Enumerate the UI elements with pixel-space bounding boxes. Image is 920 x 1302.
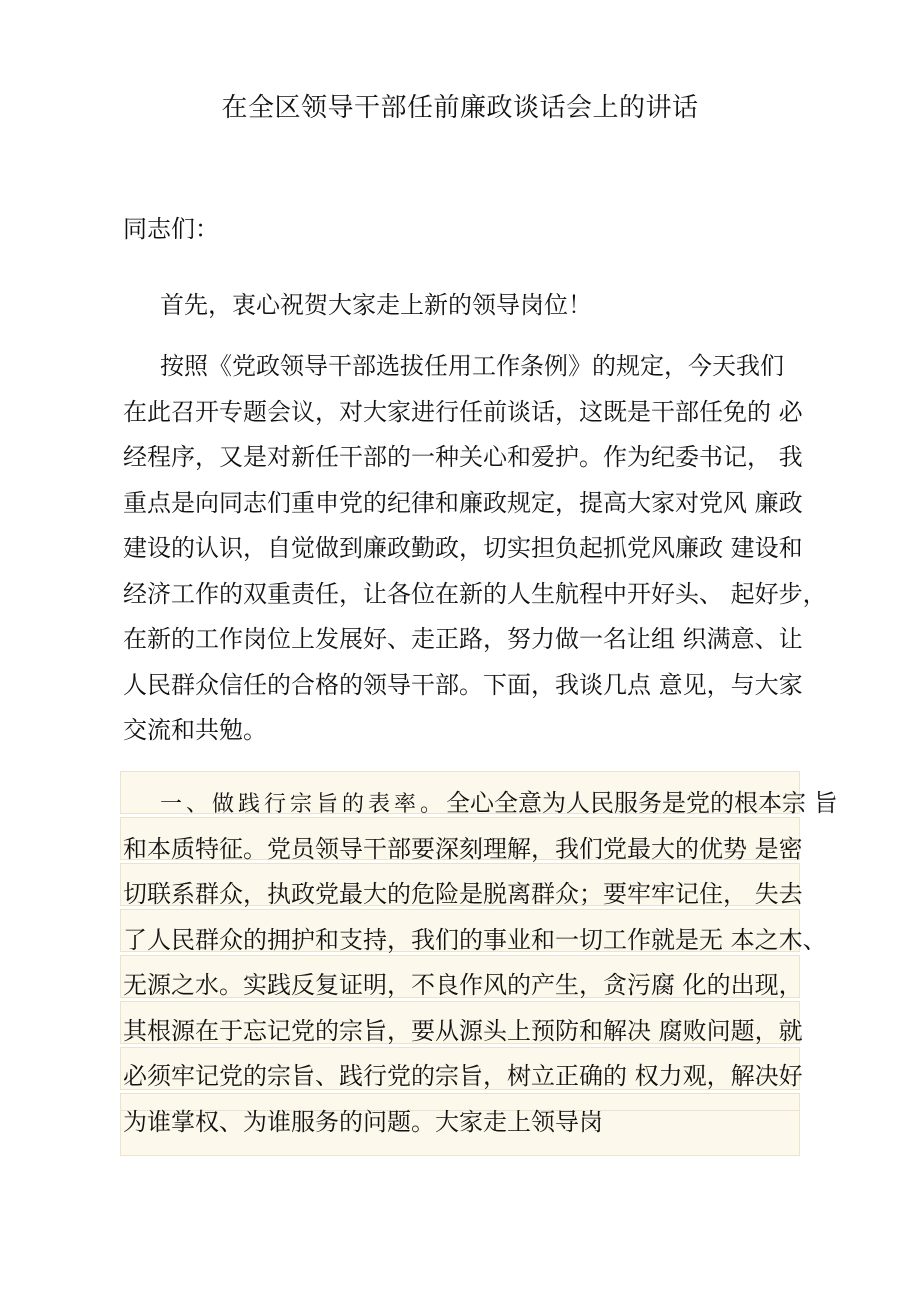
intro-paragraph — [123, 283, 833, 329]
paragraph-line: 了人民群众的拥护和支持，我们的事业和一切工作就是无 本之木、 — [123, 925, 827, 954]
paragraph-line: 无源之水。实践反复证明，不良作风的产生，贪污腐 化的出现， — [123, 971, 803, 999]
paragraph-line: 交流和共勉。 — [123, 716, 267, 744]
paragraph-line: 建设的认识，自觉做到廉政勤政，切实担负起抓党风廉政 建设和 — [123, 534, 803, 562]
greeting — [123, 207, 833, 253]
paragraph-line: 必须牢记党的宗旨、践行党的宗旨，树立正确的 权力观，解决好 — [123, 1062, 803, 1090]
paragraph-text: 全心全意为人民服务是党的根本宗 旨 — [446, 789, 838, 817]
paragraph-2 — [123, 781, 838, 1145]
paragraph-line: 按照《党政领导干部选拔任用工作条例》的规定，今天我们 — [160, 352, 784, 380]
document-title: 在全区领导干部任前廉政谈话会上的讲话 — [221, 93, 699, 123]
section-heading: 一、做践行宗旨的表率。 — [160, 792, 447, 817]
paragraph-line: 切联系群众，执政党最大的危险是脱离群众；要牢牢记住， 失去 — [123, 880, 803, 908]
paragraph-line: 在新的工作岗位上发展好、走正路，努力做一名让组 织满意、让 — [123, 625, 803, 653]
paragraph-line: 其根源在于忘记党的宗旨，要从源头上预防和解决 腐败问题，就 — [123, 1016, 803, 1045]
intro-line: 首先，衷心祝贺大家走上新的领导岗位！ — [160, 291, 592, 319]
paragraph-line: 重点是向同志们重申党的纪律和廉政规定，提高大家对党风 廉政 — [123, 488, 803, 517]
paragraph-1 — [123, 344, 833, 754]
paragraph-first-line — [123, 781, 838, 827]
greeting-line: 同志们： — [123, 215, 219, 243]
paragraph-line: 经程序，又是对新任干部的一种关心和爱护。作为纪委书记， 我 — [123, 443, 803, 471]
paragraph-line: 为谁掌权、为谁服务的问题。大家走上领导岗 — [123, 1107, 603, 1136]
paragraph-line: 经济工作的双重责任，让各位在新的人生航程中开好头、 起好步， — [123, 579, 827, 608]
paragraph-line: 在此召开专题会议，对大家进行任前谈话，这既是干部任免的 必 — [123, 397, 803, 426]
paragraph-line: 人民群众信任的合格的领导干部。下面，我谈几点 意见，与大家 — [123, 670, 803, 699]
paragraph-line: 和本质特征。党员领导干部要深刻理解，我们党最大的优势 是密 — [123, 834, 803, 863]
